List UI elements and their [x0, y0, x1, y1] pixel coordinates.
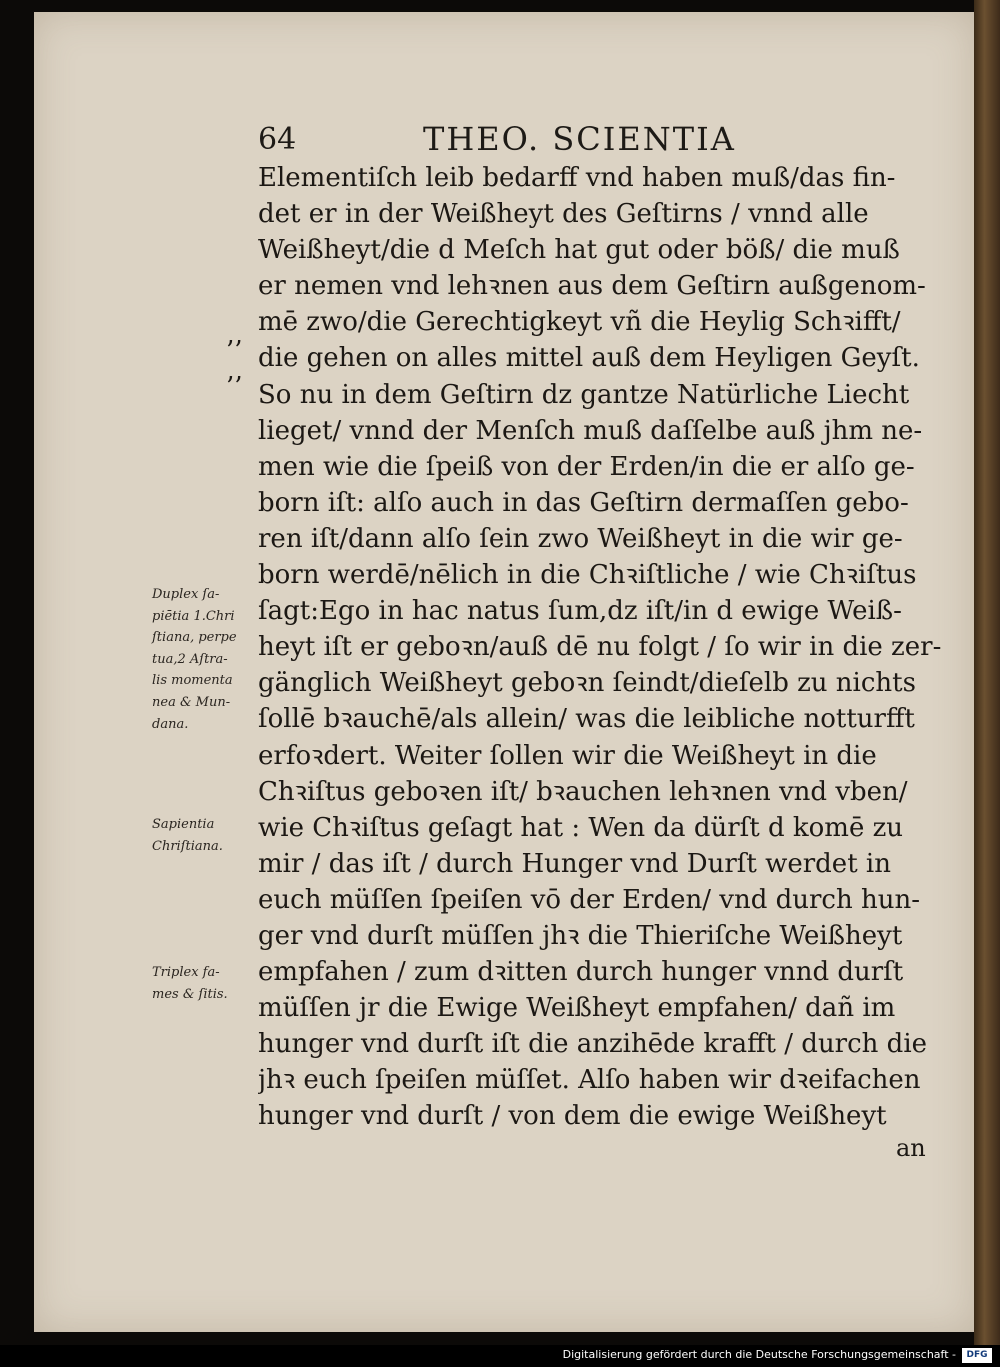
- marginal-note-line: piētia 1.Chri: [152, 608, 235, 624]
- text-line: born iſt: alſo auch in das Geſtirn dermaſſen gebo-: [258, 487, 909, 518]
- marginal-note-line: Duplex ſa-: [152, 587, 220, 602]
- text-line: erfoꝛdert. Weiter ſollen wir die Weißheyt in die: [258, 740, 877, 771]
- text-line: det er in der Weißheyt des Geſtirns / vnnd alle: [258, 199, 869, 230]
- text-line: men wie die ſpeiß von der Erden/in die er alſo ge-: [258, 451, 915, 482]
- text-line: mir / das iſt / durch Hunger vnd Durſt werdet in: [258, 848, 891, 879]
- catchword: an: [896, 1134, 926, 1162]
- body-text: [258, 160, 944, 1135]
- book-edge: [974, 0, 1000, 1345]
- quote-mark: ’’: [226, 336, 243, 366]
- marginal-note-line: Triplex fa-: [152, 965, 220, 980]
- text-line: euch müſſen ſpeiſen vō der Erden/ vnd durch hun-: [258, 884, 921, 915]
- text-line: gänglich Weißheyt geboꝛn ſeindt/dieſelb zu nichts: [258, 668, 916, 699]
- funding-notice: Digitalisierung gefördert durch die Deutsche Forschungsgemeinschaft -: [562, 1348, 956, 1361]
- marginal-note-line: nea & Mun-: [152, 694, 231, 710]
- page-number: 64: [258, 122, 297, 157]
- text-line: wie Chꝛiſtus geſagt hat : Wen da dürſt d komē zu: [258, 812, 904, 843]
- text-line: müſſen jr die Ewige Weißheyt empfahen/ dañ im: [258, 993, 896, 1024]
- marginal-note-line: dana.: [152, 716, 189, 732]
- text-line: Chꝛiſtus geboꝛen iſt/ bꝛauchen lehꝛnen vnd vben/: [258, 776, 908, 807]
- marginal-note: [152, 962, 264, 1005]
- text-line: die gehen on alles mittel auß dem Heyligen Geyſt.: [258, 343, 920, 374]
- quote-mark: ’’: [226, 372, 243, 402]
- text-line: heyt iſt er geboꝛn/auß dē nu folgt / ſo wir in die zer-: [258, 632, 942, 663]
- text-line: ſagt:Ego in hac natus ſum,dz iſt/in d ewige Weiß-: [258, 596, 902, 627]
- text-line: ger vnd durſt müſſen jhꝛ die Thieriſche Weißheyt: [258, 920, 903, 951]
- text-line: ren iſt/dann alſo ſein zwo Weißheyt in die wir ge-: [258, 523, 903, 554]
- marginal-note-line: lis momenta: [152, 673, 233, 689]
- marginal-note: [152, 814, 264, 857]
- text-line: mē zwo/die Gerechtigkeyt vñ die Heylig Schꝛifft/: [258, 307, 901, 338]
- marginal-note-line: ſtiana, perpe: [152, 630, 237, 646]
- text-line: Elementiſch leib bedarff vnd haben muß/das fin-: [258, 163, 896, 193]
- text-line: empfahen / zum dꝛitten durch hunger vnnd durſt: [258, 957, 904, 988]
- running-head: [258, 118, 938, 158]
- text-line: jhꝛ euch ſpeiſen müſſet. Alſo haben wir dꝛeifachen: [258, 1065, 921, 1096]
- marginal-note: [152, 584, 264, 735]
- text-line: Weißheyt/die d Meſch hat gut oder böß/ die muß: [258, 235, 900, 266]
- text-line: born werdē/nēlich in die Chꝛiſtliche / wie Chꝛiſtus: [258, 560, 917, 591]
- text-line: hunger vnd durſt iſt die anzihēde krafft / durch die: [258, 1029, 928, 1060]
- text-line: er nemen vnd lehꝛnen aus dem Geſtirn außgenom-: [258, 271, 926, 302]
- text-line: lieget/ vnnd der Menſch muß daſſelbe auß jhm ne-: [258, 415, 923, 446]
- footer-bar: [0, 1345, 1000, 1367]
- text-line: So nu in dem Geſtirn dz gantze Natürliche Liecht: [258, 379, 910, 410]
- text-line: ſollē bꝛauchē/als allein/ was die leibliche notturfft: [258, 704, 915, 735]
- marginal-note-line: mes & ſitis.: [152, 986, 228, 1002]
- running-title: THEO. SCIENTIA: [423, 120, 736, 158]
- marginal-note-line: Chriſtiana.: [152, 838, 223, 854]
- marginal-note-line: Sapientia: [152, 817, 215, 832]
- marginal-note-line: tua,2 Aſtra-: [152, 651, 228, 667]
- text-line: hunger vnd durſt / von dem die ewige Weißheyt: [258, 1101, 887, 1132]
- dfg-logo[interactable]: DFG: [962, 1348, 992, 1363]
